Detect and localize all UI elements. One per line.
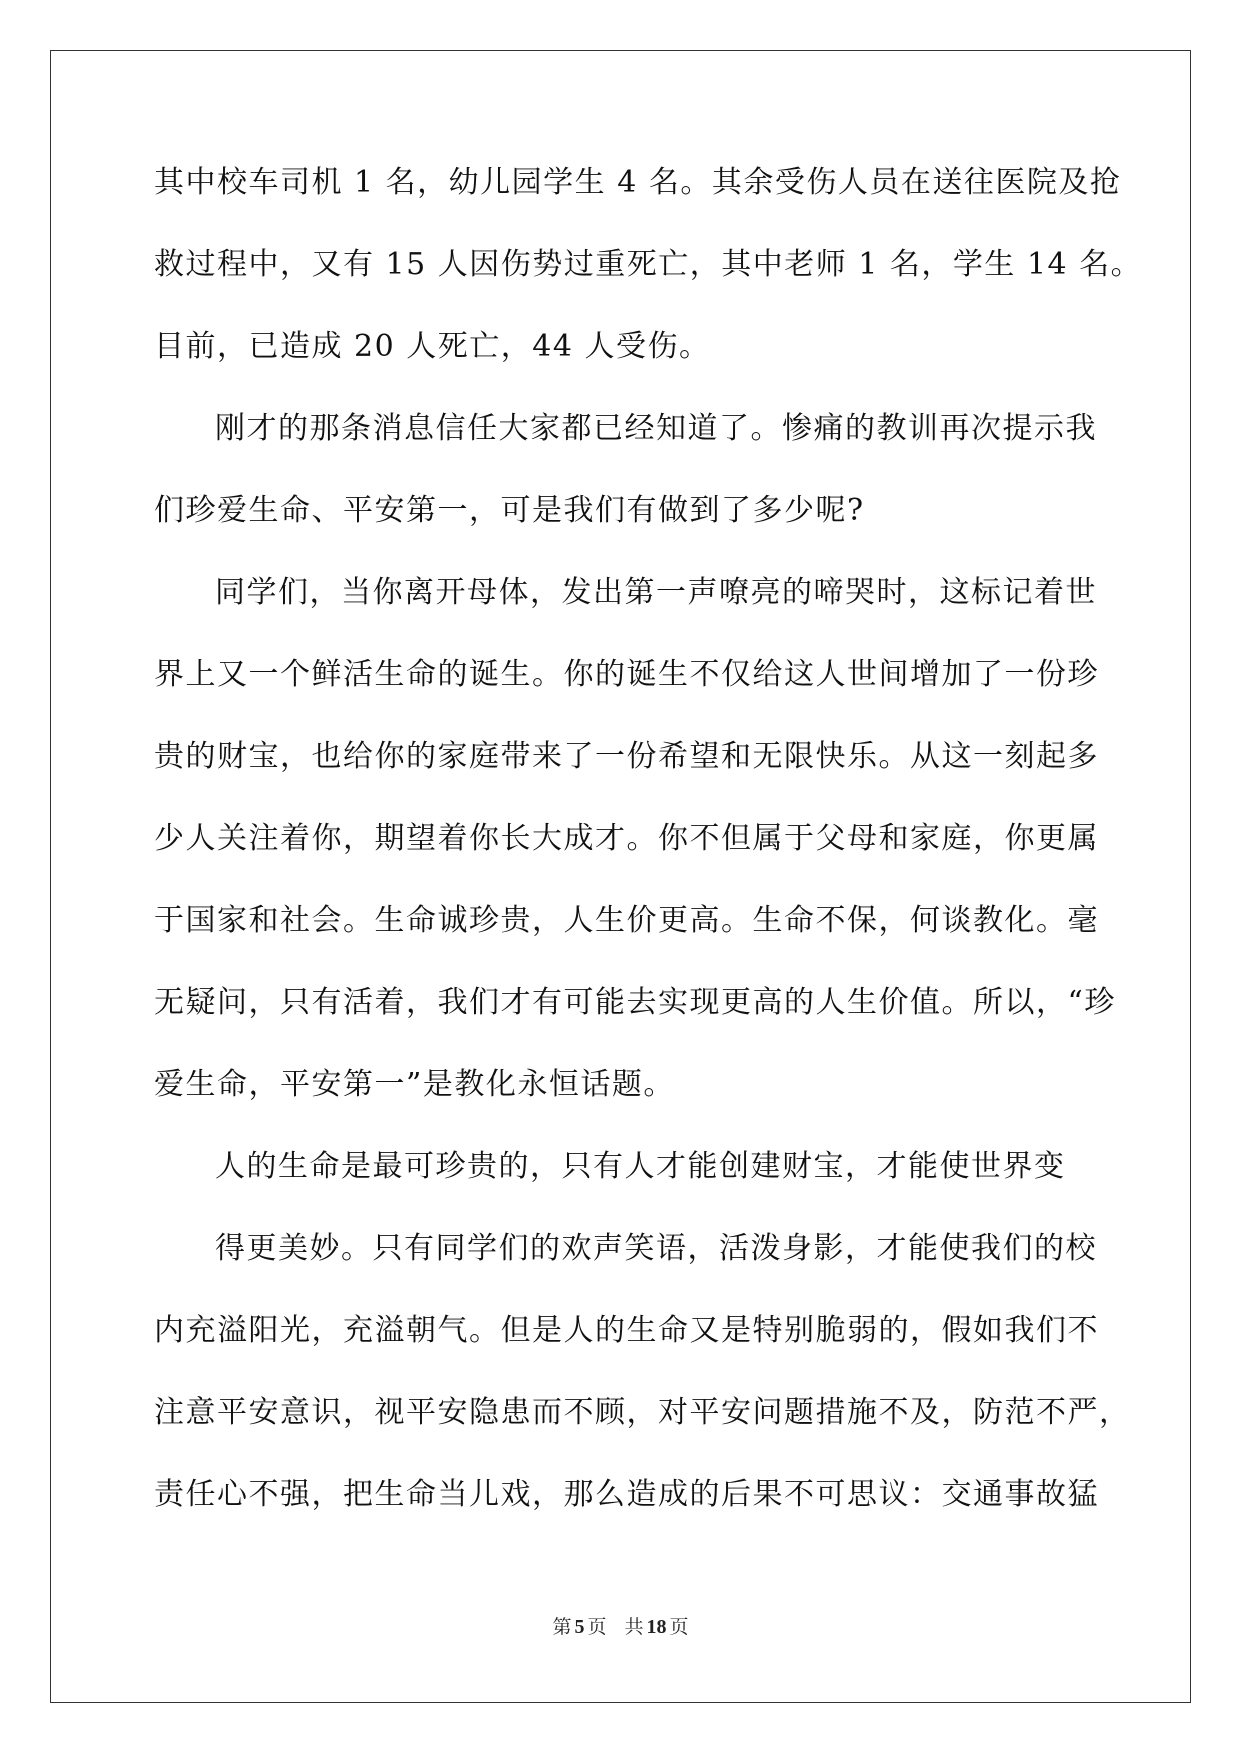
text-line: 界上又一个鲜活生命的诞生。你的诞生不仅给这人世间增加了一份珍 <box>154 657 1099 692</box>
text-line: 无疑问，只有活着，我们才有可能去实现更高的人生价值。所以，“珍 <box>154 985 1116 1020</box>
text-line: 少人关注着你，期望着你长大成才。你不但属于父母和家庭，你更属 <box>154 821 1099 856</box>
text-line: 们珍爱生命、平安第一，可是我们有做到了多少呢? <box>154 493 865 528</box>
text-line: 同学们，当你离开母体，发出第一声嘹亮的啼哭时，这标记着世 <box>215 575 1097 610</box>
text-line: 爱生命，平安第一”是教化永恒话题。 <box>154 1067 675 1102</box>
text-line: 责任心不强，把生命当儿戏，那么造成的后果不可思议：交通事故猛 <box>154 1477 1099 1512</box>
text-line: 人的生命是最可珍贵的，只有人才能创建财宝，才能使世界变 <box>215 1149 1066 1184</box>
text-line: 其中校车司机 1 名，幼儿园学生 4 名。其余受伤人员在送往医院及抢 <box>154 165 1122 200</box>
text-line: 注意平安意识，视平安隐患而不顾，对平安问题措施不及，防范不严， <box>154 1395 1131 1430</box>
footer-total-prefix: 共 <box>624 1616 644 1638</box>
text-line: 于国家和社会。生命诚珍贵，人生价更高。生命不保，何谈教化。毫 <box>154 903 1099 938</box>
text-line: 刚才的那条消息信任大家都已经知道了。惨痛的教训再次提示我 <box>215 411 1097 446</box>
text-line: 得更美妙。只有同学们的欢声笑语，活泼身影，才能使我们的校 <box>215 1231 1097 1266</box>
footer-page-suffix: 页 <box>587 1616 607 1638</box>
footer-total-suffix: 页 <box>669 1616 689 1638</box>
text-line: 目前，已造成 20 人死亡，44 人受伤。 <box>154 329 711 364</box>
text-line: 贵的财宝，也给你的家庭带来了一份希望和无限快乐。从这一刻起多 <box>154 739 1099 774</box>
footer-total-pages: 18 <box>646 1616 667 1638</box>
footer-page-prefix: 第 <box>552 1616 572 1638</box>
page-footer <box>0 1612 1241 1639</box>
footer-current-page: 5 <box>574 1616 585 1638</box>
text-line: 救过程中，又有 15 人因伤势过重死亡，其中老师 1 名，学生 14 名。 <box>154 247 1143 282</box>
document-body <box>154 160 1143 1554</box>
text-line: 内充溢阳光，充溢朝气。但是人的生命又是特别脆弱的，假如我们不 <box>154 1313 1099 1348</box>
